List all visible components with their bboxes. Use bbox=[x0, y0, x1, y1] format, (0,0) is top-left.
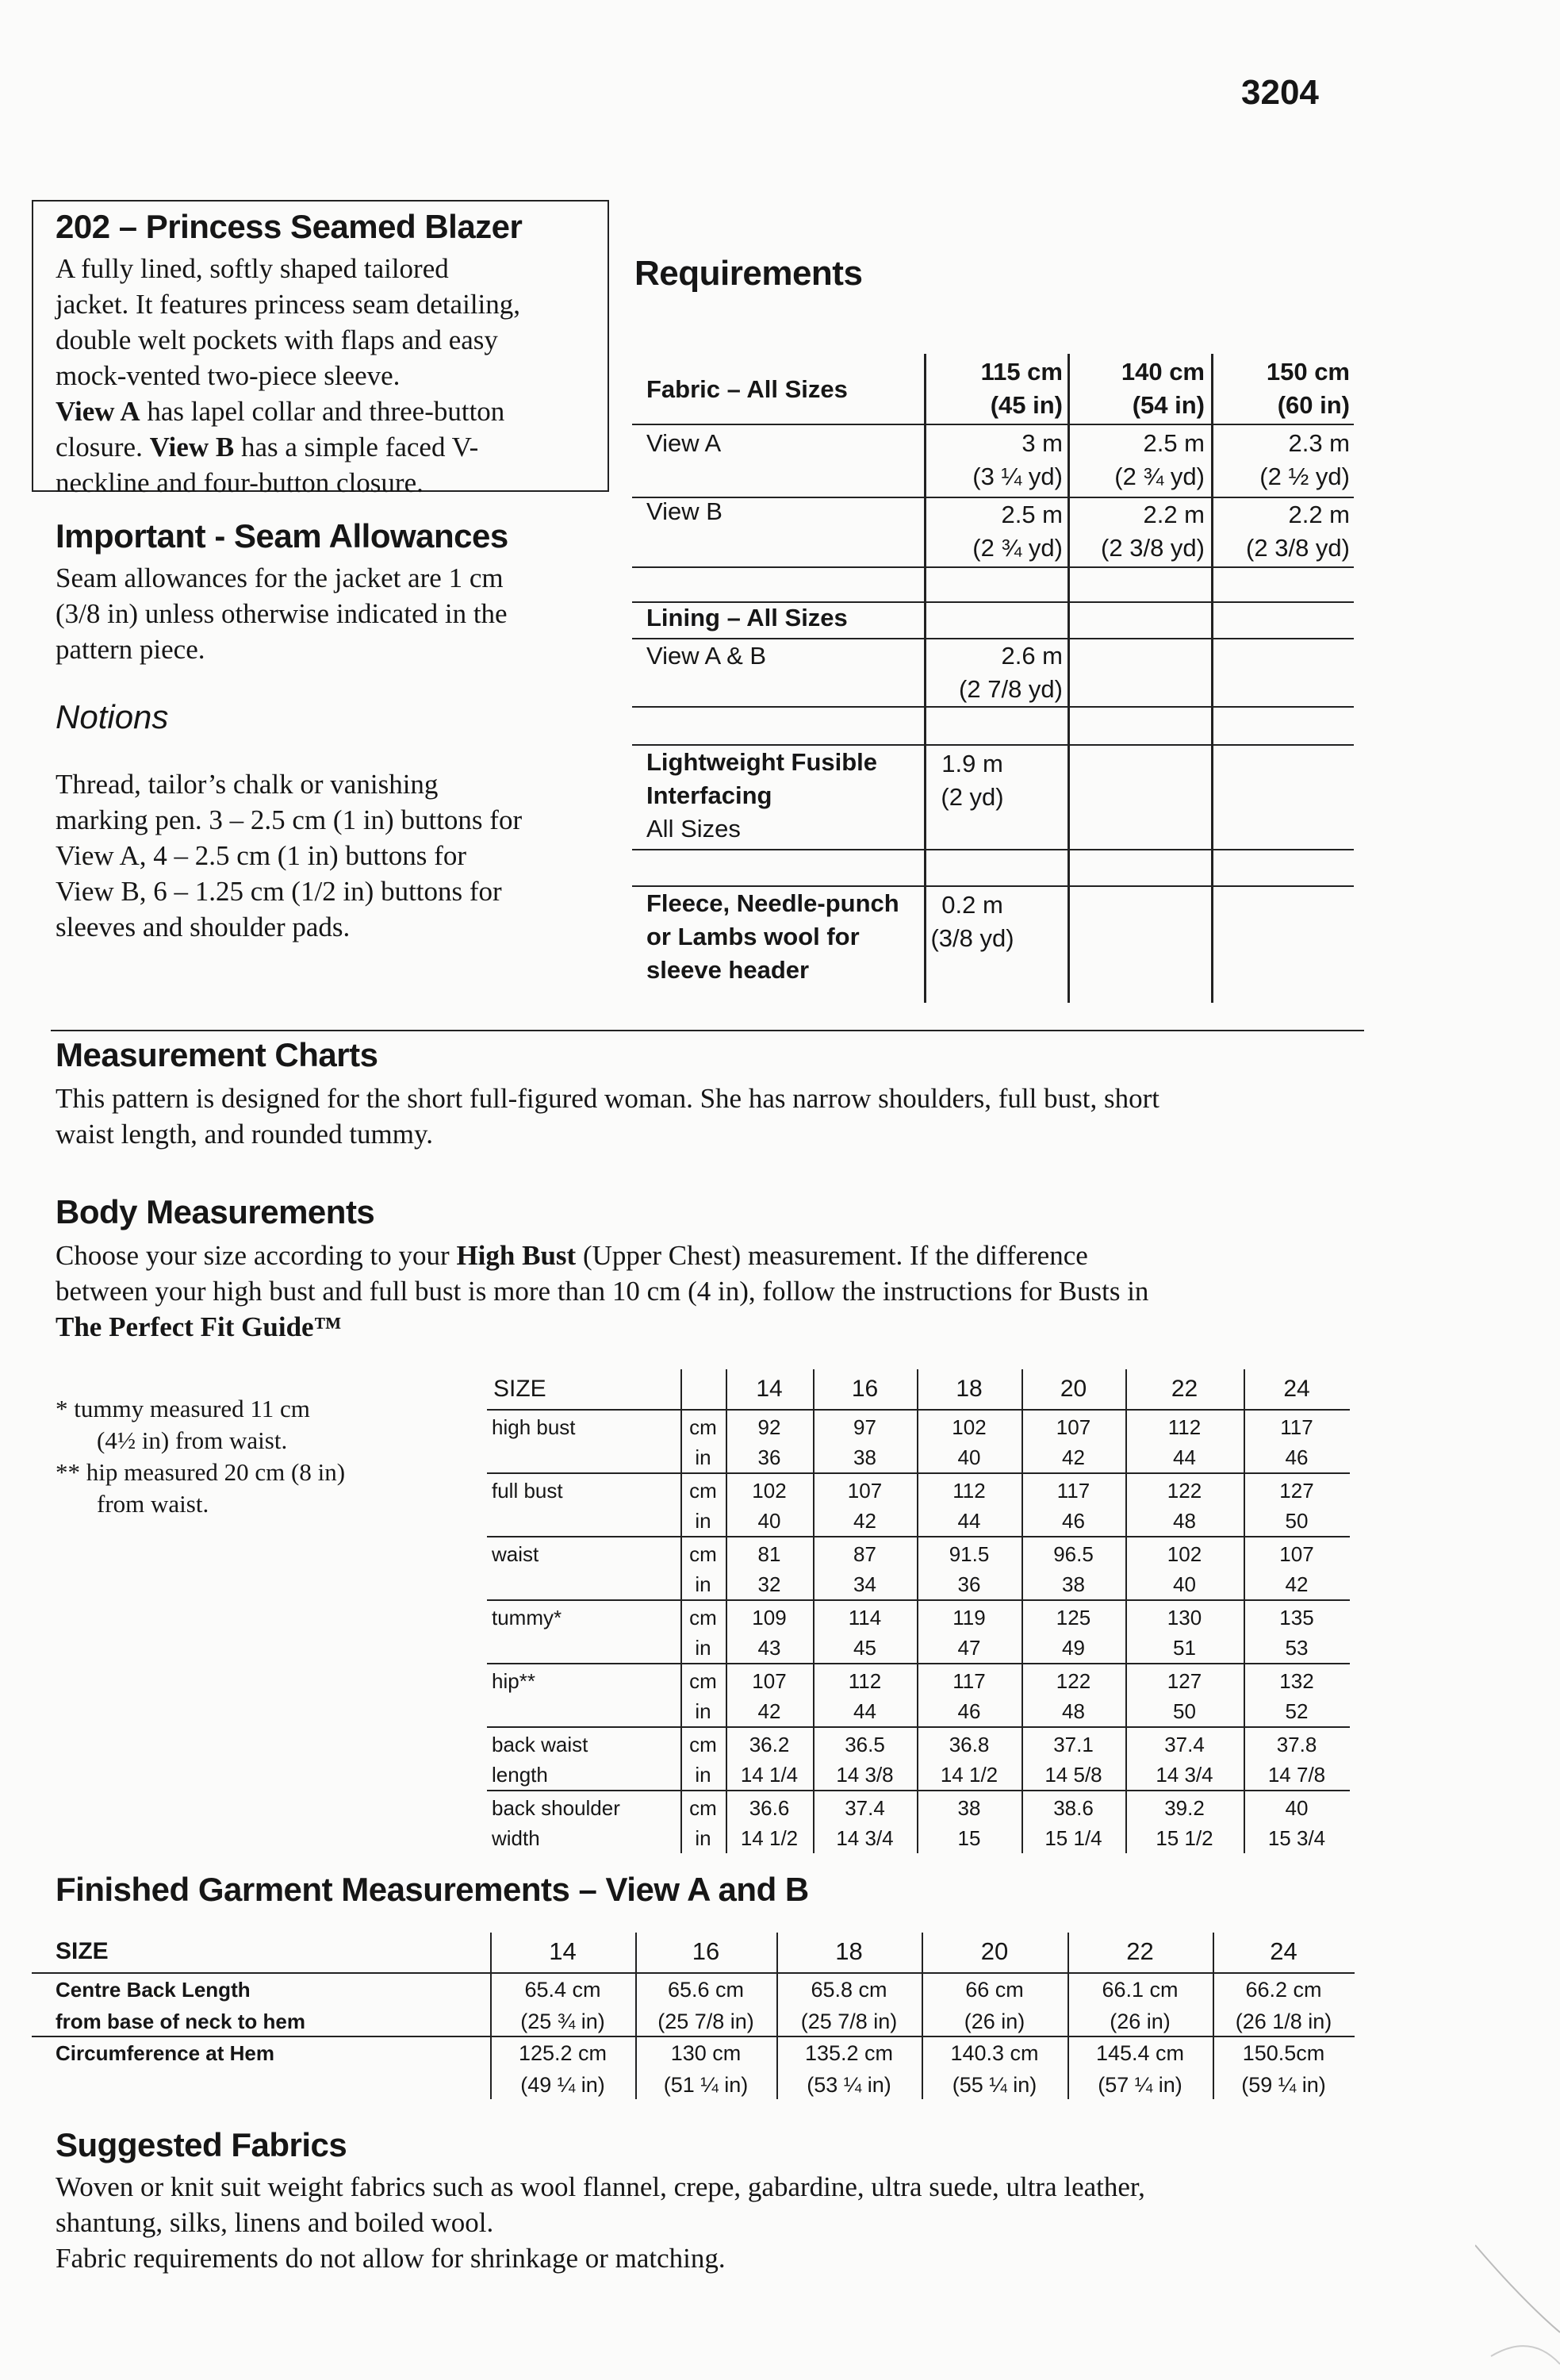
finished-size-header: SIZE bbox=[56, 1938, 109, 1964]
view-a-value bbox=[1070, 427, 1205, 493]
note-line: * tummy measured 11 cm bbox=[56, 1395, 310, 1422]
hem-cell bbox=[490, 2037, 635, 2101]
unit-cm: cm bbox=[689, 1606, 717, 1630]
body-cell-cm: 38.6 bbox=[1053, 1796, 1094, 1820]
page-curl-mark bbox=[1475, 2237, 1560, 2380]
body-cell-in: 44 bbox=[853, 1699, 876, 1723]
centre-back-cell bbox=[1067, 1974, 1213, 2037]
body-line-2: between your high bust and full bust is more than 10 cm (4 in), follow the instructions for Busts in bbox=[56, 1276, 1149, 1307]
body-cell-in: 38 bbox=[853, 1445, 876, 1469]
table-rule bbox=[487, 1536, 1350, 1537]
req-col-header-line: (60 in) bbox=[1277, 391, 1350, 419]
view-b-row-label: View B bbox=[646, 497, 723, 525]
body-notes bbox=[56, 1393, 345, 1520]
body-cell-in: 48 bbox=[1173, 1509, 1196, 1533]
hem-cell bbox=[1067, 2037, 1213, 2101]
unit-in: in bbox=[695, 1572, 711, 1596]
lining-value-line: 2.6 m bbox=[1001, 642, 1063, 670]
size-column-header: 20 bbox=[1060, 1376, 1087, 1402]
hem-cell-line: (53 ¼ in) bbox=[807, 2073, 891, 2097]
centre-back-cell-line: 65.6 cm bbox=[667, 1978, 745, 2002]
measurement-line: waist length, and rounded tummy. bbox=[56, 1119, 433, 1150]
interfacing-label-line: Interfacing bbox=[646, 781, 772, 809]
body-cell-cm: 37.8 bbox=[1276, 1733, 1317, 1756]
seam-line: pattern piece. bbox=[56, 634, 205, 665]
body-cell-cm: 107 bbox=[752, 1669, 787, 1693]
notions-line: View A, 4 – 2.5 cm (1 in) buttons for bbox=[56, 840, 466, 871]
blazer-desc-line: mock-vented two-piece sleeve. bbox=[56, 360, 401, 391]
body-cell-in: 46 bbox=[957, 1699, 981, 1723]
view-b-value bbox=[1070, 498, 1205, 565]
unit-in: in bbox=[695, 1826, 711, 1850]
table-rule bbox=[487, 1663, 1350, 1664]
body-cell-cm: 102 bbox=[752, 1479, 787, 1503]
body-cell-in: 42 bbox=[1062, 1445, 1085, 1469]
body-cell-cm: 122 bbox=[1056, 1669, 1091, 1693]
body-cell-cm: 81 bbox=[757, 1542, 781, 1566]
unit-cm: cm bbox=[689, 1669, 717, 1693]
centre-back-cell bbox=[635, 1974, 776, 2037]
seam-line: (3/8 in) unless otherwise indicated in the bbox=[56, 598, 508, 629]
body-cell-cm: 36.8 bbox=[949, 1733, 990, 1756]
finished-size-column: 16 bbox=[692, 1937, 720, 1965]
body-cell-in: 14 3/8 bbox=[836, 1763, 894, 1787]
body-cell-in: 51 bbox=[1173, 1636, 1196, 1660]
view-b-value-line: (2 3/8 yd) bbox=[1246, 534, 1350, 562]
body-row-label-line: width bbox=[492, 1826, 540, 1850]
body-cell-cm: 117 bbox=[1056, 1479, 1090, 1503]
table-rule bbox=[487, 1599, 1350, 1601]
view-a-value-line: 3 m bbox=[1021, 429, 1063, 457]
body-cell-in: 32 bbox=[757, 1572, 781, 1596]
blazer-desc-line: A fully lined, softly shaped tailored bbox=[56, 253, 449, 284]
body-cell-cm: 132 bbox=[1279, 1669, 1314, 1693]
hem-cell-line: 140.3 cm bbox=[950, 2041, 1039, 2065]
unit-cm: cm bbox=[689, 1733, 717, 1756]
centre-back-cell-line: (25 7/8 in) bbox=[657, 2010, 754, 2033]
fleece-label-line: Fleece, Needle-punch bbox=[646, 889, 899, 917]
body-row-label-line: tummy* bbox=[492, 1606, 562, 1630]
body-row-label bbox=[492, 1476, 563, 1506]
centre-back-cell-line: (25 7/8 in) bbox=[800, 2010, 898, 2033]
unit-in: in bbox=[695, 1636, 711, 1660]
req-col-header-line: 150 cm bbox=[1266, 358, 1350, 386]
body-row-label-line: hip** bbox=[492, 1669, 535, 1693]
body-cell-cm: 117 bbox=[952, 1669, 986, 1693]
body-cell-cm: 102 bbox=[1167, 1542, 1202, 1566]
body-cell-in: 48 bbox=[1062, 1699, 1085, 1723]
hem-circumference-label: Circumference at Hem bbox=[56, 2041, 274, 2065]
seam-title: Important - Seam Allowances bbox=[56, 517, 508, 555]
blazer-last-line: neckline and four-button closure. bbox=[56, 467, 424, 498]
finished-size-column: 18 bbox=[835, 1937, 863, 1965]
blazer-desc-line: double welt pockets with flaps and easy bbox=[56, 324, 498, 355]
lining-value-line: (2 7/8 yd) bbox=[959, 675, 1063, 703]
body-cell-cm: 107 bbox=[1056, 1415, 1091, 1439]
hem-cell-line: 135.2 cm bbox=[804, 2041, 894, 2065]
body-cell-in: 38 bbox=[1062, 1572, 1085, 1596]
req-col-header-line: (54 in) bbox=[1132, 391, 1205, 419]
body-cell-in: 42 bbox=[853, 1509, 876, 1533]
seam-line: Seam allowances for the jacket are 1 cm bbox=[56, 562, 504, 593]
body-cell-cm: 37.1 bbox=[1053, 1733, 1094, 1756]
body-cell-in: 42 bbox=[757, 1699, 781, 1723]
body-cell-cm: 112 bbox=[952, 1479, 986, 1503]
body-cell-cm: 40 bbox=[1285, 1796, 1309, 1820]
body-cell-in: 36 bbox=[757, 1445, 781, 1469]
body-cell-cm: 114 bbox=[848, 1606, 882, 1630]
req-col-header bbox=[926, 355, 1063, 422]
hem-cell bbox=[1213, 2037, 1355, 2101]
body-cell-cm: 36.5 bbox=[845, 1733, 885, 1756]
fleece-value-line: (3/8 yd) bbox=[930, 924, 1014, 952]
body-row-label bbox=[492, 1729, 588, 1790]
centre-back-cell-line: (26 in) bbox=[1110, 2010, 1171, 2033]
body-line-1-pre: Choose your size according to your bbox=[56, 1240, 457, 1271]
fleece-label bbox=[646, 887, 899, 987]
view-a-value-line: (3 ¼ yd) bbox=[972, 463, 1063, 490]
finished-size-column: 24 bbox=[1270, 1937, 1297, 1965]
table-rule bbox=[487, 1472, 1350, 1474]
centre-back-cell-line: (25 ¾ in) bbox=[520, 2010, 605, 2033]
note-line: ** hip measured 20 cm (8 in) bbox=[56, 1458, 346, 1486]
view-b-text: has a simple faced V- bbox=[234, 432, 479, 463]
unit-cm: cm bbox=[689, 1479, 717, 1503]
body-cell-in: 14 5/8 bbox=[1044, 1763, 1102, 1787]
interfacing-value-line: (2 yd) bbox=[941, 783, 1004, 811]
body-cell-cm: 36.6 bbox=[749, 1796, 790, 1820]
hem-cell-line: 145.4 cm bbox=[1095, 2041, 1185, 2065]
body-cell-cm: 107 bbox=[1279, 1542, 1314, 1566]
body-line-1-bold: High Bust bbox=[456, 1240, 577, 1271]
notions-line: Thread, tailor’s chalk or vanishing bbox=[56, 769, 439, 800]
centre-back-label-line: Centre Back Length bbox=[56, 1978, 251, 2002]
body-cell-cm: 112 bbox=[1167, 1415, 1202, 1439]
interfacing-label-line: Lightweight Fusible bbox=[646, 748, 878, 776]
hem-cell-line: (59 ¼ in) bbox=[1241, 2073, 1326, 2097]
finished-size-column: 20 bbox=[980, 1937, 1009, 1965]
view-a-value-line: 2.3 m bbox=[1288, 429, 1350, 457]
body-cell-in: 14 1/2 bbox=[940, 1763, 998, 1787]
unit-cm: cm bbox=[689, 1542, 717, 1566]
body-cell-cm: 109 bbox=[752, 1606, 787, 1630]
suggested-text bbox=[56, 2169, 1388, 2276]
view-a-label: View A bbox=[56, 396, 140, 427]
body-cell-in: 14 1/4 bbox=[740, 1763, 799, 1787]
body-cell-in: 14 3/4 bbox=[1156, 1763, 1213, 1787]
body-cell-in: 40 bbox=[1173, 1572, 1196, 1596]
view-a-value-line: (2 ½ yd) bbox=[1259, 463, 1350, 490]
body-cell-in: 36 bbox=[957, 1572, 981, 1596]
body-cell-cm: 87 bbox=[853, 1542, 876, 1566]
body-cell-cm: 97 bbox=[853, 1415, 876, 1439]
unit-in: in bbox=[695, 1699, 711, 1723]
unit-in: in bbox=[695, 1763, 711, 1787]
body-row-label-line: length bbox=[492, 1763, 548, 1787]
body-row-label-line: full bust bbox=[492, 1479, 563, 1503]
view-b-value-line: 2.5 m bbox=[1001, 501, 1063, 528]
size-column-header: 18 bbox=[956, 1376, 983, 1402]
page-number: 3204 bbox=[1241, 73, 1319, 112]
view-b-value-line: 2.2 m bbox=[1143, 501, 1205, 528]
hem-cell-line: 130 cm bbox=[670, 2041, 742, 2065]
req-col-header bbox=[1213, 355, 1350, 422]
body-cell-cm: 96.5 bbox=[1053, 1542, 1094, 1566]
centre-back-cell-line: 65.4 cm bbox=[524, 1978, 601, 2002]
view-a-value-line: (2 ¾ yd) bbox=[1114, 463, 1205, 490]
body-cell-in: 53 bbox=[1285, 1636, 1309, 1660]
body-row-label-line: back waist bbox=[492, 1733, 588, 1756]
section-divider bbox=[51, 1030, 1364, 1031]
centre-back-cell-line: (26 in) bbox=[964, 2010, 1025, 2033]
body-cell-cm: 39.2 bbox=[1164, 1796, 1205, 1820]
body-cell-in: 14 7/8 bbox=[1267, 1763, 1326, 1787]
suggested-title: Suggested Fabrics bbox=[56, 2126, 347, 2163]
view-a-line bbox=[56, 393, 611, 429]
centre-back-label-line: from base of neck to hem bbox=[56, 2010, 305, 2033]
view-b-label: View B bbox=[149, 432, 235, 463]
fleece-label-line: sleeve header bbox=[646, 956, 810, 984]
centre-back-cell-line: (26 1/8 in) bbox=[1235, 2010, 1332, 2033]
view-b-value-line: 2.2 m bbox=[1288, 501, 1350, 528]
finished-title: Finished Garment Measurements – View A and B bbox=[56, 1871, 809, 1908]
body-line-3: The Perfect Fit Guide™ bbox=[56, 1311, 342, 1342]
hem-cell bbox=[922, 2037, 1067, 2101]
blazer-description bbox=[56, 251, 611, 501]
body-cell-in: 42 bbox=[1285, 1572, 1309, 1596]
body-cell-in: 49 bbox=[1062, 1636, 1085, 1660]
suggested-line: shantung, silks, linens and boiled wool. bbox=[56, 2207, 494, 2238]
body-cell-cm: 119 bbox=[952, 1606, 986, 1630]
notions-line: marking pen. 3 – 2.5 cm (1 in) buttons for bbox=[56, 804, 523, 835]
body-cell-cm: 127 bbox=[1167, 1669, 1202, 1693]
body-cell-cm: 102 bbox=[952, 1415, 987, 1439]
req-col-header bbox=[1070, 355, 1205, 422]
body-text bbox=[56, 1238, 1388, 1345]
measurement-title: Measurement Charts bbox=[56, 1036, 378, 1073]
body-cell-cm: 37.4 bbox=[845, 1796, 885, 1820]
body-row-label bbox=[492, 1603, 562, 1633]
fleece-label-line: or Lambs wool for bbox=[646, 923, 860, 950]
centre-back-cell-line: 66.2 cm bbox=[1245, 1978, 1322, 2002]
hem-cell-line: 125.2 cm bbox=[518, 2041, 608, 2065]
size-column-header: 16 bbox=[851, 1376, 879, 1402]
table-rule bbox=[487, 1726, 1350, 1728]
body-cell-in: 15 1/2 bbox=[1156, 1826, 1213, 1850]
req-col-header-line: 115 cm bbox=[980, 358, 1063, 386]
suggested-line: Woven or knit suit weight fabrics such as wool flannel, crepe, gabardine, ultra suede, ultra leather, bbox=[56, 2171, 1145, 2202]
body-cell-in: 43 bbox=[757, 1636, 781, 1660]
suggested-line: Fabric requirements do not allow for shrinkage or matching. bbox=[56, 2243, 726, 2274]
centre-back-cell-line: 66 cm bbox=[965, 1978, 1024, 2002]
centre-back-cell-line: 65.8 cm bbox=[811, 1978, 887, 2002]
body-cell-in: 46 bbox=[1285, 1445, 1309, 1469]
notions-line: sleeves and shoulder pads. bbox=[56, 912, 351, 942]
finished-size-column: 22 bbox=[1126, 1937, 1154, 1965]
centre-back-cell bbox=[922, 1974, 1067, 2037]
measurement-text bbox=[56, 1081, 1372, 1152]
body-cell-in: 40 bbox=[757, 1509, 781, 1533]
unit-in: in bbox=[695, 1445, 711, 1469]
body-cell-cm: 36.2 bbox=[749, 1733, 790, 1756]
centre-back-cell bbox=[490, 1974, 635, 2037]
body-cell-cm: 38 bbox=[957, 1796, 981, 1820]
body-line-1 bbox=[56, 1238, 1388, 1273]
hem-cell-line: (51 ¼ in) bbox=[663, 2073, 749, 2097]
body-row-label-line: high bust bbox=[492, 1415, 576, 1439]
hem-cell-line: (55 ¼ in) bbox=[952, 2073, 1037, 2097]
body-cell-in: 14 3/4 bbox=[836, 1826, 894, 1850]
view-b-value-line: (2 3/8 yd) bbox=[1101, 534, 1205, 562]
hem-cell bbox=[635, 2037, 776, 2101]
body-cell-in: 15 bbox=[957, 1826, 981, 1850]
centre-back-cell bbox=[1213, 1974, 1355, 2037]
unit-in: in bbox=[695, 1509, 711, 1533]
blazer-desc-line: jacket. It features princess seam detailing, bbox=[56, 289, 521, 320]
body-cell-cm: 92 bbox=[757, 1415, 781, 1439]
body-cell-in: 50 bbox=[1285, 1509, 1309, 1533]
hem-cell-line: (49 ¼ in) bbox=[520, 2073, 605, 2097]
view-a-value bbox=[926, 427, 1063, 493]
view-b-value-line: (2 ¾ yd) bbox=[972, 534, 1063, 562]
hem-cell-line: (57 ¼ in) bbox=[1098, 2073, 1182, 2097]
view-b-value bbox=[926, 498, 1063, 565]
body-line-1-post: (Upper Chest) measurement. If the difference bbox=[576, 1240, 1088, 1271]
body-cell-cm: 91.5 bbox=[949, 1542, 990, 1566]
centre-back-cell bbox=[776, 1974, 922, 2037]
req-col-header-line: (45 in) bbox=[990, 391, 1063, 419]
notions-title: Notions bbox=[56, 698, 169, 735]
view-a-row-label: View A bbox=[646, 429, 722, 457]
body-cell-in: 46 bbox=[1062, 1509, 1085, 1533]
centre-back-length-label bbox=[56, 1974, 305, 2037]
body-cell-cm: 112 bbox=[848, 1669, 882, 1693]
body-cell-in: 34 bbox=[853, 1572, 876, 1596]
lining-value bbox=[926, 639, 1063, 706]
body-cell-in: 47 bbox=[957, 1636, 981, 1660]
closure-text: closure. bbox=[56, 432, 150, 463]
fabric-label: Fabric – All Sizes bbox=[646, 375, 848, 403]
note-line: (4½ in) from waist. bbox=[97, 1426, 288, 1454]
hem-cell-line: 150.5cm bbox=[1242, 2041, 1325, 2065]
body-row-label bbox=[492, 1793, 620, 1853]
body-cell-cm: 122 bbox=[1167, 1479, 1202, 1503]
view-b-line bbox=[56, 429, 611, 465]
body-cell-cm: 107 bbox=[847, 1479, 883, 1503]
view-a-value bbox=[1213, 427, 1350, 493]
body-cell-cm: 37.4 bbox=[1164, 1733, 1205, 1756]
interfacing-value bbox=[926, 747, 1018, 814]
body-title: Body Measurements bbox=[56, 1193, 375, 1230]
body-cell-cm: 135 bbox=[1279, 1606, 1314, 1630]
hem-cell bbox=[776, 2037, 922, 2101]
lining-view-label: View A & B bbox=[646, 642, 767, 670]
interfacing-sub: All Sizes bbox=[646, 815, 741, 843]
size-column-header: 22 bbox=[1171, 1376, 1198, 1402]
seam-text bbox=[56, 560, 611, 667]
notions-text bbox=[56, 766, 627, 945]
size-column-header: 24 bbox=[1283, 1376, 1310, 1402]
body-cell-in: 15 3/4 bbox=[1267, 1826, 1326, 1850]
unit-cm: cm bbox=[689, 1796, 717, 1820]
body-cell-in: 50 bbox=[1173, 1699, 1196, 1723]
body-row-label bbox=[492, 1666, 535, 1696]
body-cell-in: 52 bbox=[1285, 1699, 1309, 1723]
size-header: SIZE bbox=[493, 1376, 546, 1402]
finished-size-column: 14 bbox=[549, 1937, 577, 1965]
table-rule bbox=[487, 1790, 1350, 1791]
measurement-line: This pattern is designed for the short full-figured woman. She has narrow shoulders, full bust, short bbox=[56, 1083, 1159, 1114]
body-cell-cm: 127 bbox=[1279, 1479, 1314, 1503]
body-cell-in: 44 bbox=[957, 1509, 981, 1533]
table-rule bbox=[487, 1409, 1350, 1411]
body-cell-cm: 117 bbox=[1280, 1415, 1313, 1439]
blazer-title: 202 – Princess Seamed Blazer bbox=[56, 208, 523, 245]
body-cell-in: 14 1/2 bbox=[740, 1826, 799, 1850]
interfacing-value-line: 1.9 m bbox=[941, 750, 1003, 777]
notions-line: View B, 6 – 1.25 cm (1/2 in) buttons for bbox=[56, 876, 502, 907]
interfacing-label bbox=[646, 746, 877, 846]
note-line: from waist. bbox=[97, 1490, 209, 1518]
body-cell-in: 45 bbox=[853, 1636, 876, 1660]
fleece-value-line: 0.2 m bbox=[941, 891, 1003, 919]
fleece-value bbox=[926, 889, 1018, 955]
body-cell-cm: 125 bbox=[1056, 1606, 1091, 1630]
body-row-label-line: waist bbox=[492, 1542, 539, 1566]
view-b-value bbox=[1213, 498, 1350, 565]
lining-label: Lining – All Sizes bbox=[646, 604, 848, 631]
body-cell-in: 44 bbox=[1173, 1445, 1196, 1469]
body-row-label bbox=[492, 1412, 576, 1442]
requirements-title: Requirements bbox=[634, 254, 863, 293]
body-cell-in: 15 1/4 bbox=[1044, 1826, 1102, 1850]
body-cell-in: 40 bbox=[957, 1445, 981, 1469]
size-column-header: 14 bbox=[756, 1376, 783, 1402]
centre-back-cell-line: 66.1 cm bbox=[1102, 1978, 1179, 2002]
body-row-label bbox=[492, 1539, 539, 1569]
body-cell-cm: 130 bbox=[1167, 1606, 1202, 1630]
req-col-header-line: 140 cm bbox=[1121, 358, 1205, 386]
view-a-text: has lapel collar and three-button bbox=[140, 396, 505, 427]
unit-cm: cm bbox=[689, 1415, 717, 1439]
view-a-value-line: 2.5 m bbox=[1143, 429, 1205, 457]
body-row-label-line: back shoulder bbox=[492, 1796, 620, 1820]
